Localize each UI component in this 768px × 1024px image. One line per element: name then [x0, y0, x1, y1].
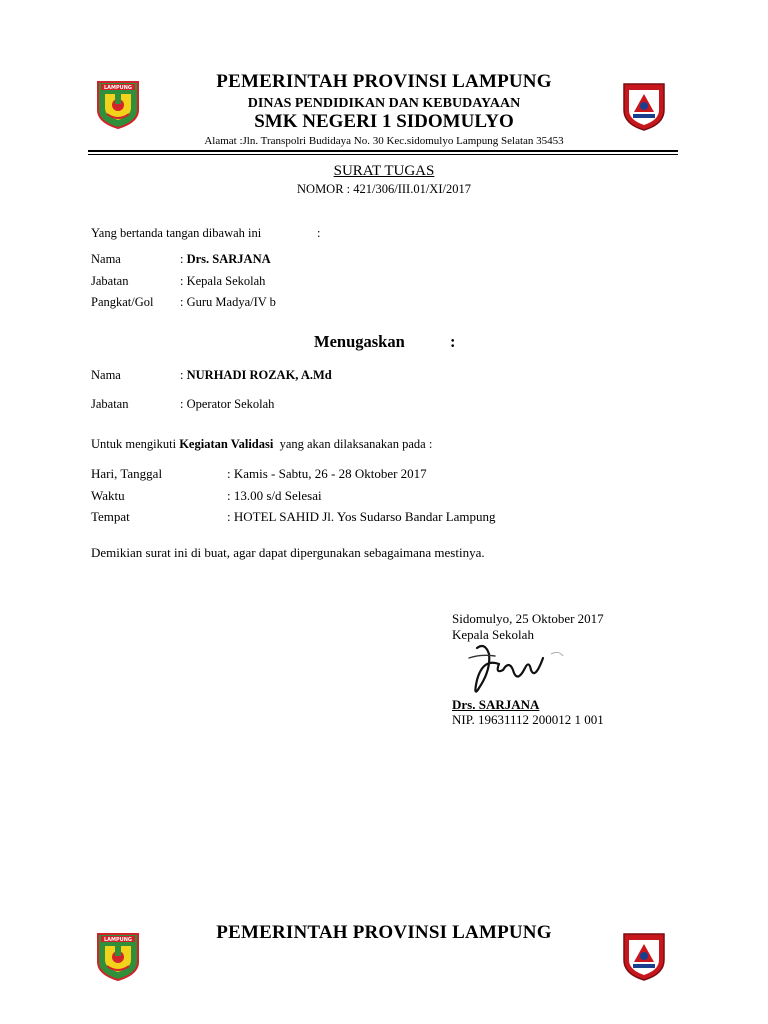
signature-place-date: Sidomulyo, 25 Oktober 2017	[452, 611, 604, 626]
schedule-place-value: : HOTEL SAHID Jl. Yos Sudarso Bandar Lampung	[227, 509, 496, 524]
purpose-pre: Untuk mengikuti	[91, 437, 177, 451]
footer-header-government: PEMERINTAH PROVINSI LAMPUNG	[216, 922, 552, 943]
schedule-day-label: Hari, Tanggal	[91, 466, 163, 481]
signer-position-value: : Kepala Sekolah	[180, 274, 266, 288]
signature-name: Drs. SARJANA	[452, 697, 540, 712]
signer-name-sep: :	[180, 252, 184, 266]
signature-nip: NIP. 19631112 200012 1 001	[452, 712, 604, 727]
signer-name-value	[180, 252, 271, 267]
assignee-name: NURHADI ROZAK, A.Md	[186, 368, 332, 382]
handwritten-signature	[455, 640, 575, 702]
purpose-line	[91, 437, 432, 452]
header-address: Alamat :Jln. Transpolri Budidaya No. 30 Kec.sidomulyo Lampung Selatan 35453	[204, 135, 564, 147]
lampung-logo-text-footer: LAMPUNG	[103, 937, 133, 943]
assign-heading: Menugaskan	[314, 332, 405, 351]
assignee-position-label: Jabatan	[91, 397, 129, 411]
signer-rank-value: : Guru Madya/IV b	[180, 295, 276, 309]
signer-position-label: Jabatan	[91, 274, 129, 288]
header-rule-thin	[88, 154, 678, 155]
header-government: PEMERINTAH PROVINSI LAMPUNG	[216, 71, 552, 92]
closing-text: Demikian surat ini di buat, agar dapat dipergunakan sebagaimana mestinya.	[91, 545, 485, 560]
header-department: DINAS PENDIDIKAN DAN KEBUDAYAAN	[247, 96, 521, 111]
assignee-position-value: : Operator Sekolah	[180, 397, 275, 411]
signer-name-label: Nama	[91, 252, 121, 266]
assignee-name-value	[180, 368, 332, 383]
assign-colon: :	[450, 332, 456, 351]
purpose-post: yang akan dilaksanakan pada :	[279, 437, 433, 451]
signature-role: Kepala Sekolah	[452, 627, 534, 642]
schedule-place-label: Tempat	[91, 509, 130, 524]
intro-colon: :	[317, 226, 321, 240]
schedule-time-label: Waktu	[91, 488, 125, 503]
header-school: SMK NEGERI 1 SIDOMULYO	[254, 111, 514, 132]
intro-text: Yang bertanda tangan dibawah ini	[91, 226, 262, 240]
letter-title: SURAT TUGAS	[333, 163, 435, 179]
assignee-name-sep: :	[180, 368, 184, 382]
lampung-logo-text: LAMPUNG	[103, 85, 133, 91]
signer-name: Drs. SARJANA	[186, 252, 271, 266]
header-rule-thick	[88, 150, 678, 152]
letter-number: NOMOR : 421/306/III.01/XI/2017	[297, 182, 471, 196]
schedule-time-value: : 13.00 s/d Selesai	[227, 488, 322, 503]
purpose-activity: Kegiatan Validasi	[179, 437, 274, 451]
signer-rank-label: Pangkat/Gol	[91, 295, 154, 309]
assignee-name-label: Nama	[91, 368, 121, 382]
schedule-day-value: : Kamis - Sabtu, 26 - 28 Oktober 2017	[227, 466, 427, 481]
